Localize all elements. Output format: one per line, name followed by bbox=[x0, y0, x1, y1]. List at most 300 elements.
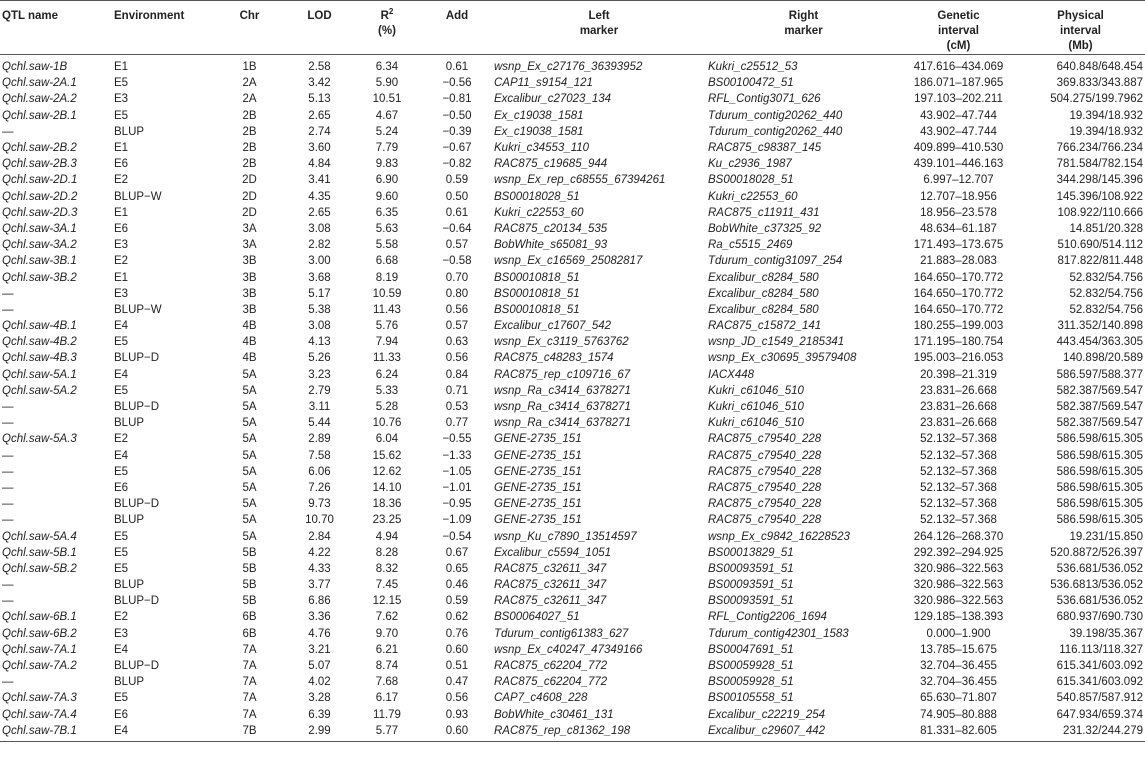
cell-qtl-name: — bbox=[2, 676, 14, 689]
cell-right-marker: wsnp_Ex_c30695_39579408 bbox=[708, 352, 857, 365]
cell-physical-interval: 19.394/18.932 bbox=[1069, 109, 1143, 122]
cell-lod: 2.82 bbox=[308, 239, 331, 252]
cell-right-marker: Kukri_c61046_510 bbox=[708, 384, 804, 397]
cell-add: 0.57 bbox=[445, 239, 469, 252]
cell-genetic-interval: 164.650–170.772 bbox=[913, 303, 1004, 316]
cell-right-marker: RFL_Contig3071_626 bbox=[708, 93, 821, 106]
cell-right-marker: Kukri_c61046_510 bbox=[708, 417, 804, 430]
cell-lod: 2.89 bbox=[308, 433, 331, 446]
cell-environment: E4 bbox=[114, 643, 129, 656]
cell-chr: 2D bbox=[242, 174, 257, 187]
cell-environment: E5 bbox=[114, 384, 129, 397]
cell-chr: 7A bbox=[242, 708, 257, 721]
cell-chr: 5A bbox=[242, 368, 257, 381]
cell-r2: 11.43 bbox=[373, 303, 401, 316]
cell-physical-interval: 311.352/140.898 bbox=[1057, 320, 1143, 333]
cell-genetic-interval: 171.195–180.754 bbox=[913, 336, 1004, 349]
cell-left-marker: BS00010818_51 bbox=[494, 303, 580, 316]
cell-qtl-name: — bbox=[2, 125, 14, 138]
cell-physical-interval: 504.275/199.7962 bbox=[1050, 93, 1143, 106]
cell-lod: 3.28 bbox=[308, 692, 331, 705]
cell-right-marker: RAC875_c98387_145 bbox=[708, 142, 822, 155]
cell-lod: 3.68 bbox=[308, 271, 331, 284]
cell-physical-interval: 582.387/569.547 bbox=[1056, 417, 1143, 430]
table-row bbox=[0, 561, 1145, 577]
cell-lod: 9.73 bbox=[308, 498, 331, 511]
cell-right-marker: Kukri_c61046_510 bbox=[708, 401, 804, 414]
cell-left-marker: RAC875_c62204_772 bbox=[494, 660, 608, 673]
cell-add: −1.01 bbox=[442, 481, 472, 494]
cell-left-marker: RAC875_c48283_1574 bbox=[494, 352, 614, 365]
cell-physical-interval: 586.598/615.305 bbox=[1056, 481, 1143, 494]
cell-lod: 2.65 bbox=[308, 206, 331, 219]
cell-physical-interval: 536.6813/536.052 bbox=[1050, 579, 1143, 592]
cell-environment: BLUP−D bbox=[114, 498, 160, 511]
cell-qtl-name: Qchl.saw-5A.3 bbox=[2, 433, 77, 446]
cell-chr: 2B bbox=[242, 142, 257, 155]
cell-environment: BLUP−D bbox=[114, 660, 160, 673]
cell-genetic-interval: 197.103–202.211 bbox=[914, 93, 1003, 106]
cell-add: −0.56 bbox=[442, 77, 472, 90]
cell-right-marker: BS00059928_51 bbox=[708, 676, 794, 689]
cell-add: 0.67 bbox=[445, 546, 469, 559]
cell-add: −0.67 bbox=[442, 142, 472, 155]
cell-genetic-interval: 65.630–71.807 bbox=[920, 692, 997, 705]
cell-right-marker: Tdurum_contig31097_254 bbox=[708, 255, 843, 268]
cell-genetic-interval: 409.899–410.530 bbox=[913, 142, 1004, 155]
cell-environment: E5 bbox=[114, 77, 129, 90]
cell-physical-interval: 586.598/615.305 bbox=[1056, 465, 1143, 478]
cell-lod: 6.86 bbox=[308, 595, 331, 608]
cell-r2: 5.77 bbox=[352, 723, 422, 742]
cell-environment: BLUP bbox=[114, 125, 145, 138]
cell-chr: 5B bbox=[242, 546, 257, 559]
cell-left-marker: GENE-2735_151 bbox=[494, 433, 582, 446]
cell-right-marker: BS00093591_51 bbox=[708, 562, 794, 575]
table-row bbox=[0, 367, 1145, 383]
cell-lod: 5.26 bbox=[308, 352, 331, 365]
cell-physical-interval: 510.690/514.112 bbox=[1057, 239, 1143, 252]
cell-qtl-name: Qchl.saw-4B.2 bbox=[2, 336, 77, 349]
cell-genetic-interval: 186.071–187.965 bbox=[913, 77, 1004, 90]
cell-right-marker: Tdurum_contig20262_440 bbox=[708, 125, 843, 138]
cell-chr: 7A bbox=[242, 660, 257, 673]
cell-environment: E5 bbox=[114, 336, 129, 349]
table-row bbox=[0, 189, 1145, 205]
table-row bbox=[0, 156, 1145, 172]
cell-chr: 5B bbox=[242, 579, 257, 592]
cell-add: 0.53 bbox=[445, 401, 469, 414]
cell-add: −0.95 bbox=[442, 498, 472, 511]
cell-physical-interval: 369.833/343.887 bbox=[1056, 77, 1143, 90]
cell-physical-interval: 640.848/648.454 bbox=[1056, 61, 1143, 74]
cell-physical-interval: 116.113/118.327 bbox=[1059, 643, 1143, 656]
cell-genetic-interval: 23.831–26.668 bbox=[920, 417, 997, 430]
cell-left-marker: wsnp_Ra_c3414_6378271 bbox=[494, 384, 631, 397]
cell-genetic-interval: 320.986–322.563 bbox=[913, 562, 1004, 575]
cell-environment: E5 bbox=[114, 546, 129, 559]
cell-add: 0.47 bbox=[445, 676, 469, 689]
cell-right-marker: RAC875_c79540_228 bbox=[708, 433, 822, 446]
cell-add: 0.62 bbox=[445, 611, 469, 624]
cell-qtl-name: Qchl.saw-5A.2 bbox=[2, 384, 77, 397]
cell-add: 0.59 bbox=[445, 174, 469, 187]
cell-environment: E5 bbox=[114, 109, 129, 122]
cell-environment: E3 bbox=[114, 93, 129, 106]
cell-r2: 6.35 bbox=[375, 206, 399, 219]
cell-chr: 7A bbox=[242, 676, 257, 689]
cell-qtl-name: Qchl.saw-7A.4 bbox=[2, 708, 77, 721]
cell-r2: 9.60 bbox=[375, 190, 399, 203]
cell-physical-interval: 14.851/20.328 bbox=[1069, 222, 1143, 235]
cell-genetic-interval: 6.997–12.707 bbox=[923, 174, 994, 187]
cell-add: −0.50 bbox=[442, 109, 472, 122]
cell-left-marker: wsnp_Ex_c40247_47349166 bbox=[494, 643, 643, 656]
cell-right-marker: BS00093591_51 bbox=[708, 595, 794, 608]
cell-chr: 5A bbox=[242, 530, 257, 543]
cell-r2: 8.74 bbox=[375, 660, 399, 673]
cell-r2: 8.28 bbox=[375, 546, 399, 559]
cell-left-marker: RAC875_c32611_347 bbox=[494, 579, 607, 592]
cell-qtl-name: Qchl.saw-2A.1 bbox=[2, 77, 77, 90]
cell-chr: 3B bbox=[242, 303, 257, 316]
cell-right-marker: RAC875_c79540_228 bbox=[708, 465, 822, 478]
cell-lod: 4.84 bbox=[308, 158, 331, 171]
cell-physical-interval: 615.341/603.092 bbox=[1056, 676, 1143, 689]
cell-r2: 5.24 bbox=[375, 125, 399, 138]
cell-genetic-interval: 171.493–173.675 bbox=[913, 239, 1004, 252]
cell-genetic-interval: 43.902–47.744 bbox=[920, 109, 997, 122]
cell-add: 0.84 bbox=[445, 368, 469, 381]
cell-chr: 5A bbox=[242, 401, 257, 414]
cell-add: 0.57 bbox=[445, 320, 469, 333]
table-body bbox=[0, 55, 1145, 742]
table-row bbox=[0, 723, 1145, 742]
cell-left-marker: BobWhite_c30461_131 bbox=[494, 708, 614, 721]
cell-environment: E3 bbox=[114, 239, 129, 252]
cell-right-marker: BS00105558_51 bbox=[708, 692, 794, 705]
cell-environment: BLUP−D bbox=[114, 352, 160, 365]
cell-environment: BLUP−W bbox=[114, 303, 162, 316]
cell-left-marker: BS00018028_51 bbox=[494, 190, 580, 203]
table-row bbox=[0, 448, 1145, 464]
table-row bbox=[0, 55, 1145, 76]
cell-physical-interval: 766.234/766.234 bbox=[1056, 142, 1143, 155]
cell-right-marker: RAC875_c79540_228 bbox=[708, 481, 822, 494]
cell-chr: 5B bbox=[242, 562, 257, 575]
cell-qtl-name: Qchl.saw-6B.2 bbox=[2, 627, 77, 640]
cell-left-marker: GENE-2735_151 bbox=[494, 514, 582, 527]
cell-physical-interval: 344.298/145.396 bbox=[1056, 174, 1143, 187]
cell-qtl-name: Qchl.saw-3A.2 bbox=[2, 239, 77, 252]
cell-environment: BLUP bbox=[114, 514, 145, 527]
cell-left-marker: Kukri_c34553_110 bbox=[494, 142, 590, 155]
cell-right-marker: Ra_c5515_2469 bbox=[708, 239, 793, 252]
cell-left-marker: CAP7_c4608_228 bbox=[494, 692, 588, 705]
cell-physical-interval: 231.32/244.279 bbox=[1016, 723, 1145, 742]
cell-lod: 4.35 bbox=[308, 190, 331, 203]
cell-genetic-interval: 52.132–57.368 bbox=[920, 514, 997, 527]
cell-environment: E6 bbox=[114, 481, 129, 494]
cell-genetic-interval: 12.707–18.956 bbox=[920, 190, 997, 203]
cell-environment: E2 bbox=[114, 611, 129, 624]
cell-physical-interval: 52.832/54.756 bbox=[1069, 287, 1143, 300]
cell-right-marker: BS00047691_51 bbox=[708, 643, 794, 656]
cell-genetic-interval: 320.986–322.563 bbox=[913, 579, 1004, 592]
cell-qtl-name: Qchl.saw-2B.1 bbox=[2, 109, 77, 122]
cell-environment: BLUP−D bbox=[114, 595, 160, 608]
cell-qtl-name: Qchl.saw-6B.1 bbox=[2, 611, 77, 624]
cell-left-marker: wsnp_Ra_c3414_6378271 bbox=[494, 401, 631, 414]
cell-genetic-interval: 0.000–1.900 bbox=[926, 627, 991, 640]
cell-physical-interval: 817.822/811.448 bbox=[1057, 255, 1143, 268]
header-right-marker: Right marker bbox=[706, 1, 901, 55]
cell-left-marker: Tdurum_contig61383_627 bbox=[494, 627, 629, 640]
table-row bbox=[0, 431, 1145, 447]
cell-r2: 10.76 bbox=[372, 417, 402, 430]
cell-qtl-name: Qchl.saw-2D.3 bbox=[2, 206, 78, 219]
cell-genetic-interval: 21.883–28.083 bbox=[920, 255, 997, 268]
cell-genetic-interval: 164.650–170.772 bbox=[913, 271, 1004, 284]
cell-left-marker: RAC875_c62204_772 bbox=[494, 676, 608, 689]
cell-r2: 5.76 bbox=[375, 320, 399, 333]
cell-right-marker: BS00100472_51 bbox=[708, 77, 794, 90]
cell-r2: 7.62 bbox=[375, 611, 399, 624]
cell-qtl-name: — bbox=[2, 579, 14, 592]
cell-qtl-name: Qchl.saw-3A.1 bbox=[2, 222, 77, 235]
cell-chr: 4B bbox=[242, 320, 257, 333]
cell-genetic-interval: 180.255–199.003 bbox=[913, 320, 1004, 333]
cell-qtl-name: Qchl.saw-2B.3 bbox=[2, 158, 77, 171]
cell-left-marker: wsnp_Ku_c7890_13514597 bbox=[494, 530, 637, 543]
cell-lod: 3.08 bbox=[308, 320, 331, 333]
cell-add: 0.61 bbox=[445, 206, 469, 219]
cell-genetic-interval: 164.650–170.772 bbox=[913, 287, 1004, 300]
cell-add: −1.05 bbox=[442, 465, 472, 478]
cell-r2: 12.62 bbox=[372, 465, 402, 478]
cell-genetic-interval: 32.704–36.455 bbox=[920, 660, 997, 673]
cell-environment: E2 bbox=[114, 433, 129, 446]
cell-environment: E4 bbox=[114, 449, 129, 462]
cell-qtl-name: Qchl.saw-3B.2 bbox=[2, 271, 77, 284]
cell-environment: E6 bbox=[114, 708, 129, 721]
cell-genetic-interval: 264.126–268.370 bbox=[913, 530, 1004, 543]
cell-chr: 2D bbox=[242, 206, 257, 219]
cell-add: −1.33 bbox=[442, 449, 472, 462]
cell-right-marker: RAC875_c79540_228 bbox=[708, 498, 822, 511]
cell-right-marker: Excalibur_c29607_442 bbox=[706, 723, 901, 742]
cell-left-marker: wsnp_Ex_c16569_25082817 bbox=[494, 255, 643, 268]
cell-lod: 5.44 bbox=[308, 417, 331, 430]
cell-qtl-name: — bbox=[2, 465, 14, 478]
cell-add: 0.50 bbox=[445, 190, 469, 203]
table-row bbox=[0, 140, 1145, 156]
cell-r2: 6.04 bbox=[375, 433, 399, 446]
table-row bbox=[0, 399, 1145, 415]
cell-physical-interval: 443.454/363.305 bbox=[1056, 336, 1143, 349]
cell-chr: 3A bbox=[242, 222, 257, 235]
cell-left-marker: wsnp_Ex_c3119_5763762 bbox=[494, 336, 629, 349]
cell-environment: E1 bbox=[114, 61, 129, 74]
cell-genetic-interval: 13.785–15.675 bbox=[920, 643, 997, 656]
cell-physical-interval: 586.597/588.377 bbox=[1056, 368, 1143, 381]
cell-physical-interval: 19.231/15.850 bbox=[1069, 530, 1143, 543]
cell-lod: 4.76 bbox=[308, 627, 331, 640]
cell-add: −0.39 bbox=[442, 125, 472, 138]
cell-genetic-interval: 52.132–57.368 bbox=[920, 465, 997, 478]
cell-left-marker: RAC875_rep_c81362_198 bbox=[492, 723, 706, 742]
cell-left-marker: GENE-2735_151 bbox=[494, 481, 582, 494]
cell-left-marker: Excalibur_c17607_542 bbox=[494, 320, 612, 333]
table-row bbox=[0, 626, 1145, 642]
cell-lod: 2.58 bbox=[308, 61, 331, 74]
cell-r2: 6.68 bbox=[375, 255, 399, 268]
cell-physical-interval: 536.681/536.052 bbox=[1056, 595, 1143, 608]
table-row bbox=[0, 674, 1145, 690]
cell-left-marker: RAC875_c19685_944 bbox=[494, 158, 608, 171]
cell-right-marker: Tdurum_contig42301_1583 bbox=[708, 627, 849, 640]
cell-chr: 2A bbox=[242, 93, 257, 106]
cell-r2: 10.59 bbox=[372, 287, 402, 300]
table-row bbox=[0, 528, 1145, 544]
table-row bbox=[0, 415, 1145, 431]
cell-add: 0.61 bbox=[445, 61, 469, 74]
table-row bbox=[0, 269, 1145, 285]
cell-environment: E5 bbox=[114, 530, 129, 543]
cell-qtl-name: Qchl.saw-5A.4 bbox=[2, 530, 77, 543]
cell-chr: 1B bbox=[242, 61, 257, 74]
cell-qtl-name: — bbox=[2, 287, 14, 300]
cell-chr: 5A bbox=[242, 417, 257, 430]
cell-lod: 3.08 bbox=[308, 222, 331, 235]
cell-chr: 5A bbox=[242, 481, 257, 494]
cell-chr: 7B bbox=[212, 723, 287, 742]
table-row bbox=[0, 577, 1145, 593]
cell-left-marker: RAC875_rep_c109716_67 bbox=[494, 368, 631, 381]
cell-chr: 5A bbox=[242, 498, 257, 511]
table-row bbox=[0, 237, 1145, 253]
cell-left-marker: BS00010818_51 bbox=[494, 287, 580, 300]
cell-lod: 5.13 bbox=[308, 93, 331, 106]
cell-chr: 3B bbox=[242, 255, 257, 268]
cell-add: 0.76 bbox=[445, 627, 469, 640]
cell-right-marker: BS00018028_51 bbox=[708, 174, 794, 187]
cell-add: −0.54 bbox=[442, 530, 472, 543]
cell-lod: 2.74 bbox=[308, 125, 331, 138]
cell-left-marker: Ex_c19038_1581 bbox=[494, 125, 584, 138]
cell-r2: 9.70 bbox=[375, 627, 399, 640]
cell-chr: 5A bbox=[242, 465, 257, 478]
cell-left-marker: BS00064027_51 bbox=[494, 611, 580, 624]
cell-qtl-name: Qchl.saw-7A.1 bbox=[2, 643, 77, 656]
cell-r2: 7.68 bbox=[375, 676, 399, 689]
cell-left-marker: RAC875_c20134_535 bbox=[494, 222, 608, 235]
table-row bbox=[0, 205, 1145, 221]
cell-add: −1.09 bbox=[442, 514, 472, 527]
cell-environment: E6 bbox=[114, 222, 129, 235]
header-add: Add bbox=[422, 1, 492, 55]
cell-right-marker: RAC875_c15872_141 bbox=[708, 320, 822, 333]
cell-right-marker: RFL_Contig2206_1694 bbox=[708, 611, 827, 624]
cell-r2: 7.45 bbox=[375, 579, 399, 592]
cell-environment: BLUP bbox=[114, 579, 145, 592]
table-row bbox=[0, 512, 1145, 528]
header-environment: Environment bbox=[112, 1, 212, 55]
cell-chr: 7A bbox=[242, 643, 257, 656]
cell-add: 0.60 bbox=[445, 643, 469, 656]
cell-lod: 3.21 bbox=[308, 643, 331, 656]
cell-right-marker: Kukri_c25512_53 bbox=[708, 61, 798, 74]
header-qtl-name: QTL name bbox=[0, 1, 112, 55]
cell-right-marker: Ku_c2936_1987 bbox=[708, 158, 792, 171]
cell-chr: 6B bbox=[242, 611, 257, 624]
cell-left-marker: RAC875_c32611_347 bbox=[494, 595, 607, 608]
cell-r2: 6.21 bbox=[375, 643, 399, 656]
header-genetic-interval: Genetic interval (cM) bbox=[901, 1, 1016, 55]
cell-environment: E2 bbox=[114, 255, 129, 268]
cell-genetic-interval: 439.101–446.163 bbox=[913, 158, 1004, 171]
cell-right-marker: Kukri_c22553_60 bbox=[708, 190, 798, 203]
cell-genetic-interval: 52.132–57.368 bbox=[920, 481, 997, 494]
cell-r2: 10.51 bbox=[372, 93, 402, 106]
cell-lod: 5.07 bbox=[308, 660, 331, 673]
cell-add: 0.70 bbox=[445, 271, 469, 284]
cell-lod: 4.22 bbox=[308, 546, 331, 559]
cell-right-marker: Excalibur_c8284_580 bbox=[708, 287, 819, 300]
cell-add: 0.80 bbox=[445, 287, 469, 300]
cell-genetic-interval: 292.392–294.925 bbox=[913, 546, 1004, 559]
table-row bbox=[0, 75, 1145, 91]
cell-r2: 23.25 bbox=[372, 514, 402, 527]
cell-left-marker: Excalibur_c27023_134 bbox=[494, 93, 612, 106]
cell-lod: 10.70 bbox=[305, 514, 334, 527]
cell-right-marker: BS00093591_51 bbox=[708, 579, 794, 592]
header-r2: $R^2$ (%) bbox=[352, 1, 422, 55]
cell-qtl-name: Qchl.saw-7B.1 bbox=[0, 723, 112, 742]
cell-qtl-name: Qchl.saw-5B.2 bbox=[2, 562, 77, 575]
cell-environment: E1 bbox=[114, 271, 129, 284]
cell-qtl-name: — bbox=[2, 417, 14, 430]
cell-chr: 4B bbox=[242, 336, 257, 349]
cell-left-marker: CAP11_s9154_121 bbox=[494, 77, 593, 90]
cell-environment: BLUP−W bbox=[114, 190, 162, 203]
cell-genetic-interval: 320.986–322.563 bbox=[913, 595, 1004, 608]
cell-environment: E4 bbox=[114, 320, 129, 333]
cell-genetic-interval: 48.634–61.187 bbox=[920, 222, 997, 235]
cell-right-marker: BS00059928_51 bbox=[708, 660, 794, 673]
cell-lod: 6.06 bbox=[308, 465, 331, 478]
cell-add: 0.60 bbox=[422, 723, 492, 742]
cell-qtl-name: — bbox=[2, 514, 14, 527]
cell-r2: 11.79 bbox=[373, 708, 401, 721]
cell-genetic-interval: 23.831–26.668 bbox=[920, 401, 997, 414]
cell-physical-interval: 108.922/110.666 bbox=[1057, 206, 1143, 219]
cell-physical-interval: 586.598/615.305 bbox=[1056, 433, 1143, 446]
table-row bbox=[0, 221, 1145, 237]
cell-left-marker: GENE-2735_151 bbox=[494, 449, 582, 462]
table-row bbox=[0, 334, 1145, 350]
cell-r2: 7.79 bbox=[375, 142, 399, 155]
cell-lod: 3.11 bbox=[308, 401, 331, 414]
cell-left-marker: GENE-2735_151 bbox=[494, 465, 582, 478]
cell-r2: 12.15 bbox=[372, 595, 402, 608]
cell-lod: 2.79 bbox=[308, 384, 331, 397]
cell-lod: 5.38 bbox=[308, 303, 331, 316]
cell-left-marker: BS00010818_51 bbox=[494, 271, 580, 284]
cell-add: 0.56 bbox=[445, 692, 469, 705]
cell-r2: 6.34 bbox=[375, 61, 399, 74]
cell-lod: 2.84 bbox=[308, 530, 331, 543]
